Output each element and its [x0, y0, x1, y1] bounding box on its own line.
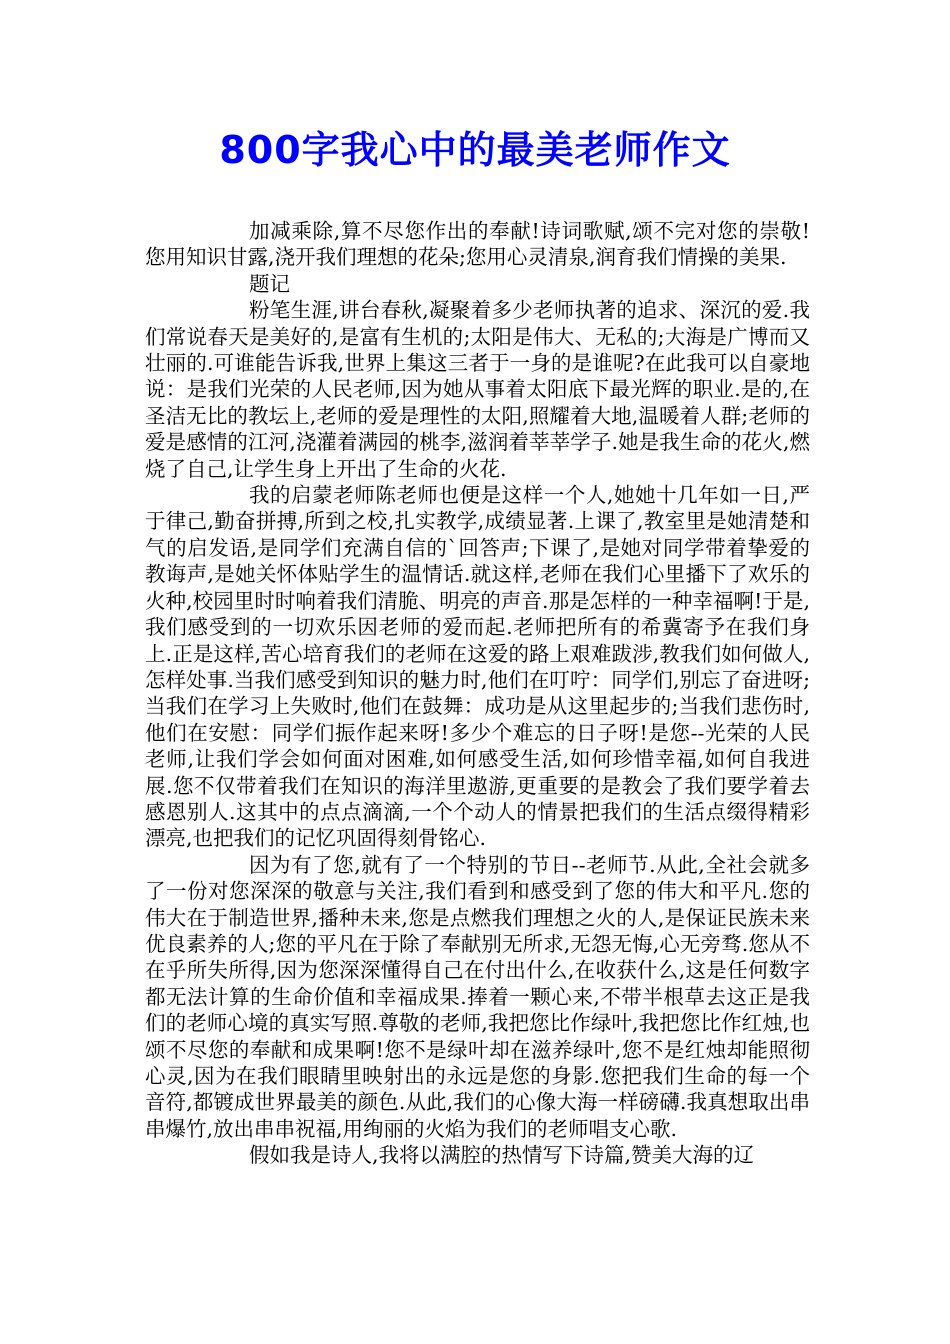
- epigraph-label: 题记: [249, 271, 290, 296]
- document-body: [145, 218, 810, 1169]
- intro-paragraph: 加减乘除,算不尽您作出的奉献!诗词歌赋,颂不完对您的崇敬!您用知识甘露,浇开我们理想的花朵;您用心灵清泉,润育我们情操的美果.: [145, 219, 810, 270]
- body-paragraph-2: 我的启蒙老师陈老师也便是这样一个人,她她十几年如一日,严于律己,勤奋拼搏,所到之校,扎实教学,成绩显著.上课了,教室里是她清楚和气的启发语,是同学们充满自信的`回答声;下课了,是她对同学带着挚爱的教诲声,是她关怀体贴学生的温情话.就这样,老师在我们心里播下了欢乐的火种,校园里时时响着我们清脆、明亮的声音.那是怎样的一种幸福啊!于是,我们感受到的一切欢乐因老师的爱而起.老师把所有的希冀寄予在我们身上.正是这样,苦心培育我们的老师在这爱的路上艰难跋涉,教我们如何做人,怎样处事.当我们感受到知识的魅力时,他们在叮咛：同学们,别忘了奋进呀;当我们在学习上失败时,他们在鼓舞：成功是从这里起步的;当我们悲伤时,他们在安慰：同学们振作起来呀!多少个难忘的日子呀!是您--光荣的人民老师,让我们学会如何面对困难,如何感受生活,如何珍惜幸福,如何自我进展.您不仅带着我们在知识的海洋里遨游,更重要的是教会了我们要学着去感恩别人.这其中的点点滴滴,一个个动人的情景把我们的生活点缀得精彩漂亮,也把我们的记忆巩固得刻骨铭心.: [145, 483, 810, 851]
- body-paragraph-4: 假如我是诗人,我将以满腔的热情写下诗篇,赞美大海的辽: [249, 1143, 755, 1168]
- body-paragraph-1: 粉笔生涯,讲台春秋,凝聚着多少老师执著的追求、深沉的爱.我们常说春天是美好的,是富有生机的;太阳是伟大、无私的;大海是广博而又壮丽的.可谁能告诉我,世界上集这三者于一身的是谁呢?在此我可以自豪地说：是我们光荣的人民老师,因为她从事着太阳底下最光辉的职业.是的,在圣洁无比的教坛上,老师的爱是理性的太阳,照耀着大地,温暖着人群;老师的爱是感情的江河,浇灌着满园的桃李,滋润着莘莘学子.她是我生命的花火,燃烧了自己,让学生身上开出了生命的火花.: [145, 298, 810, 481]
- document-title: 800字我心中的最美老师作文: [219, 128, 731, 172]
- body-paragraph-3: 因为有了您,就有了一个特别的节日--老师节.从此,全社会就多了一份对您深深的敬意与关注,我们看到和感受到了您的伟大和平凡.您的伟大在于制造世界,播种未来,您是点燃我们理想之火的人,是保证民族未来优良素养的人;您的平凡在于除了奉献别无所求,无怨无悔,心无旁骛.您从不在乎所失所得,因为您深深懂得自己在付出什么,在收获什么,这是任何数字都无法计算的生命价值和幸福成果.捧着一颗心来,不带半根草去这正是我们的老师心境的真实写照.尊敬的老师,我把您比作绿叶,我把您比作红烛,也颂不尽您的奉献和成果啊!您不是绿叶却在滋养绿叶,您不是红烛却能照彻心灵,因为在我们眼睛里映射出的永远是您的身影.您把我们生命的每一个音符,都镀成世界最美的颜色.从此,我们的心像大海一样磅礴.我真想取出串串爆竹,放出串串祝福,用绚丽的火焰为我们的老师唱支心歌.: [145, 852, 810, 1141]
